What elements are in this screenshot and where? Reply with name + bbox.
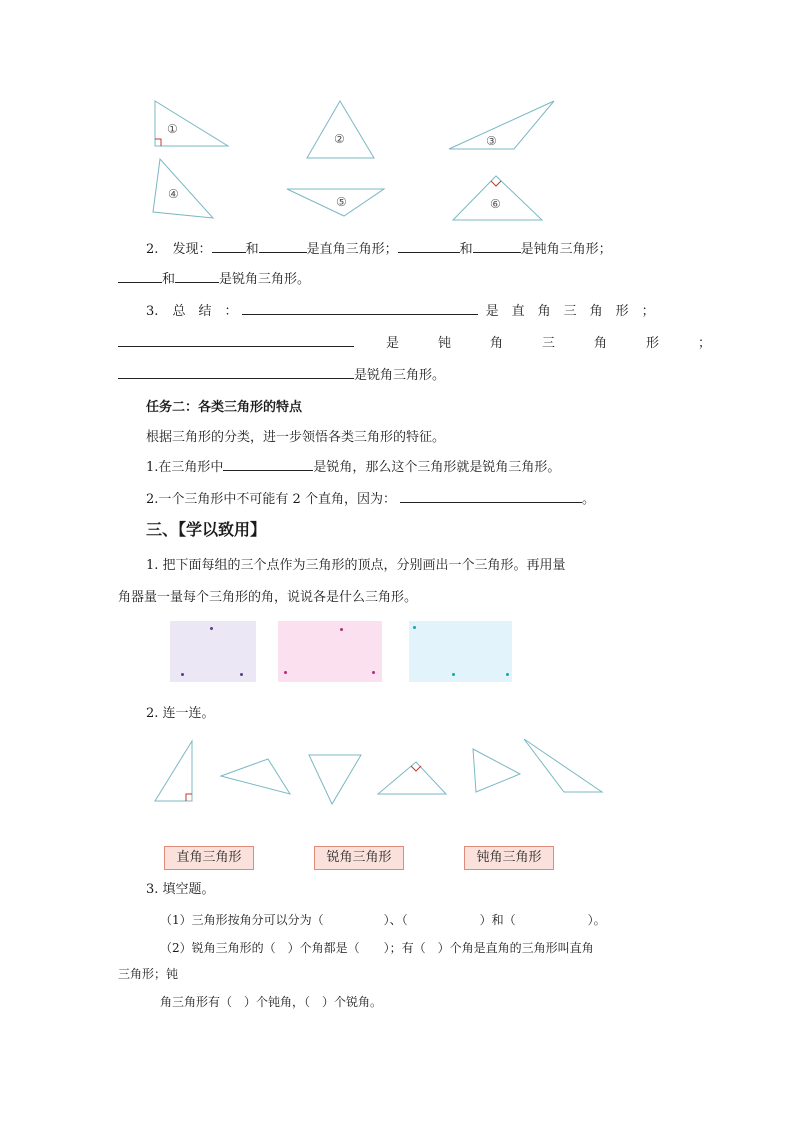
triangle-label-1: ①	[167, 122, 178, 136]
task2-q2-suffix: 。	[581, 492, 595, 507]
summary-line-2	[118, 334, 711, 354]
dot-box-1-left	[181, 673, 184, 676]
section3-q3: 3. 填空题。	[146, 882, 215, 897]
fill-question-2-line3: 角三角形有（ ）个钝角，（ ）个锐角。	[160, 995, 383, 1009]
triangle-6-figure	[450, 172, 546, 224]
match-triangle-6[interactable]	[520, 736, 606, 796]
section3-title: 三、【学以致用】	[146, 520, 267, 539]
answer-acute-triangle[interactable]: 锐角三角形	[314, 846, 404, 870]
fill-question-1: （1）三角形按角分可以分为（ ）、（ ）和（ ）。	[160, 913, 606, 927]
triangle-label-3: ③	[486, 134, 497, 148]
discovery-acute-text: 是锐角三角形。	[219, 272, 311, 287]
triangle-3-figure	[446, 98, 558, 154]
discovery-blank-6[interactable]	[175, 270, 219, 283]
task2-q2-blank[interactable]	[400, 490, 582, 503]
match-triangle-2[interactable]	[218, 756, 294, 798]
dot-box-2-right	[372, 671, 375, 674]
dot-box-1[interactable]	[170, 621, 256, 682]
summary-obtuse-text: 是 钝 角 三 角 形 ；	[386, 336, 712, 351]
section3-q1-line1: 1. 把下面每组的三个点作为三角形的顶点，分别画出一个三角形。再用量	[146, 558, 566, 573]
discovery-intro: 发现：	[172, 242, 212, 257]
summary-line-1	[146, 302, 655, 322]
fill-question-2-line1: （2）锐角三角形的（ ）个角都是（ ）；有（ ）个角是直角的三角形叫直角	[160, 941, 594, 955]
discovery-obtuse-text: 是钝角三角形；	[520, 242, 612, 257]
triangle-label-4: ④	[168, 187, 179, 201]
match-triangle-3[interactable]	[306, 752, 364, 808]
fill-question-2-line2: 三角形；钝	[118, 967, 179, 981]
summary-label: 总 结 ：	[172, 304, 238, 319]
section3-q1-line2: 角器量一量每个三角形的角，说说各是什么三角形。	[118, 590, 418, 605]
discovery-blank-3[interactable]	[398, 240, 460, 253]
task2-q2-prefix: 2.一个三角形中不可能有 2 个直角，因为：	[146, 492, 396, 507]
summary-blank-acute[interactable]	[118, 366, 354, 379]
task2-intro: 根据三角形的分类，进一步领悟各类三角形的特征。	[146, 430, 446, 445]
triangle-label-6: ⑥	[490, 197, 501, 211]
discovery-blank-4[interactable]	[473, 240, 521, 253]
match-triangle-1[interactable]	[152, 738, 196, 806]
task2-q1-prefix: 1.在三角形中	[146, 460, 224, 475]
discovery-number: 2.	[146, 242, 159, 257]
dot-box-3-left	[452, 673, 455, 676]
dot-box-1-top	[210, 627, 213, 630]
dot-box-3[interactable]	[409, 621, 512, 682]
discovery-blank-1[interactable]	[212, 240, 246, 253]
dot-box-3-top	[413, 626, 416, 629]
task2-title: 任务二：各类三角形的特点	[146, 400, 303, 415]
summary-number: 3.	[146, 304, 159, 319]
summary-right-text: 是 直 角 三 角 形 ；	[485, 304, 655, 319]
dot-box-2[interactable]	[278, 621, 382, 682]
triangle-2-figure	[304, 98, 378, 162]
answer-obtuse-triangle[interactable]: 钝角三角形	[464, 846, 554, 870]
dot-box-2-top	[340, 628, 343, 631]
discovery-and-2: 和	[459, 242, 473, 257]
summary-acute-text: 是锐角三角形。	[354, 368, 446, 383]
triangle-5-figure	[284, 186, 388, 220]
summary-line-3	[118, 366, 445, 386]
triangle-4-figure	[150, 156, 218, 222]
task2-q2	[146, 490, 595, 510]
task2-q1-suffix: 是锐角，那么这个三角形就是锐角三角形。	[313, 460, 561, 475]
discovery-and-3: 和	[162, 272, 176, 287]
discovery-and-1: 和	[245, 242, 259, 257]
dot-box-2-left	[284, 671, 287, 674]
dot-box-3-right	[506, 673, 509, 676]
answer-right-triangle[interactable]: 直角三角形	[164, 846, 254, 870]
discovery-blank-2[interactable]	[259, 240, 307, 253]
triangle-1-figure	[150, 96, 234, 152]
triangle-label-2: ②	[334, 132, 345, 146]
section3-q2: 2. 连一连。	[146, 706, 215, 721]
task2-q1-blank[interactable]	[223, 458, 313, 471]
discovery-blank-5[interactable]	[118, 270, 162, 283]
discovery-right-text: 是直角三角形；	[306, 242, 398, 257]
triangle-label-5: ⑤	[336, 195, 347, 209]
discovery-line-1	[146, 240, 612, 260]
summary-blank-obtuse[interactable]	[118, 334, 354, 347]
task2-q1	[146, 458, 560, 478]
dot-box-1-right	[240, 673, 243, 676]
match-triangle-4[interactable]	[374, 758, 450, 798]
discovery-line-2	[118, 270, 310, 290]
match-triangle-5[interactable]	[470, 746, 526, 796]
summary-blank-right[interactable]	[242, 302, 478, 315]
